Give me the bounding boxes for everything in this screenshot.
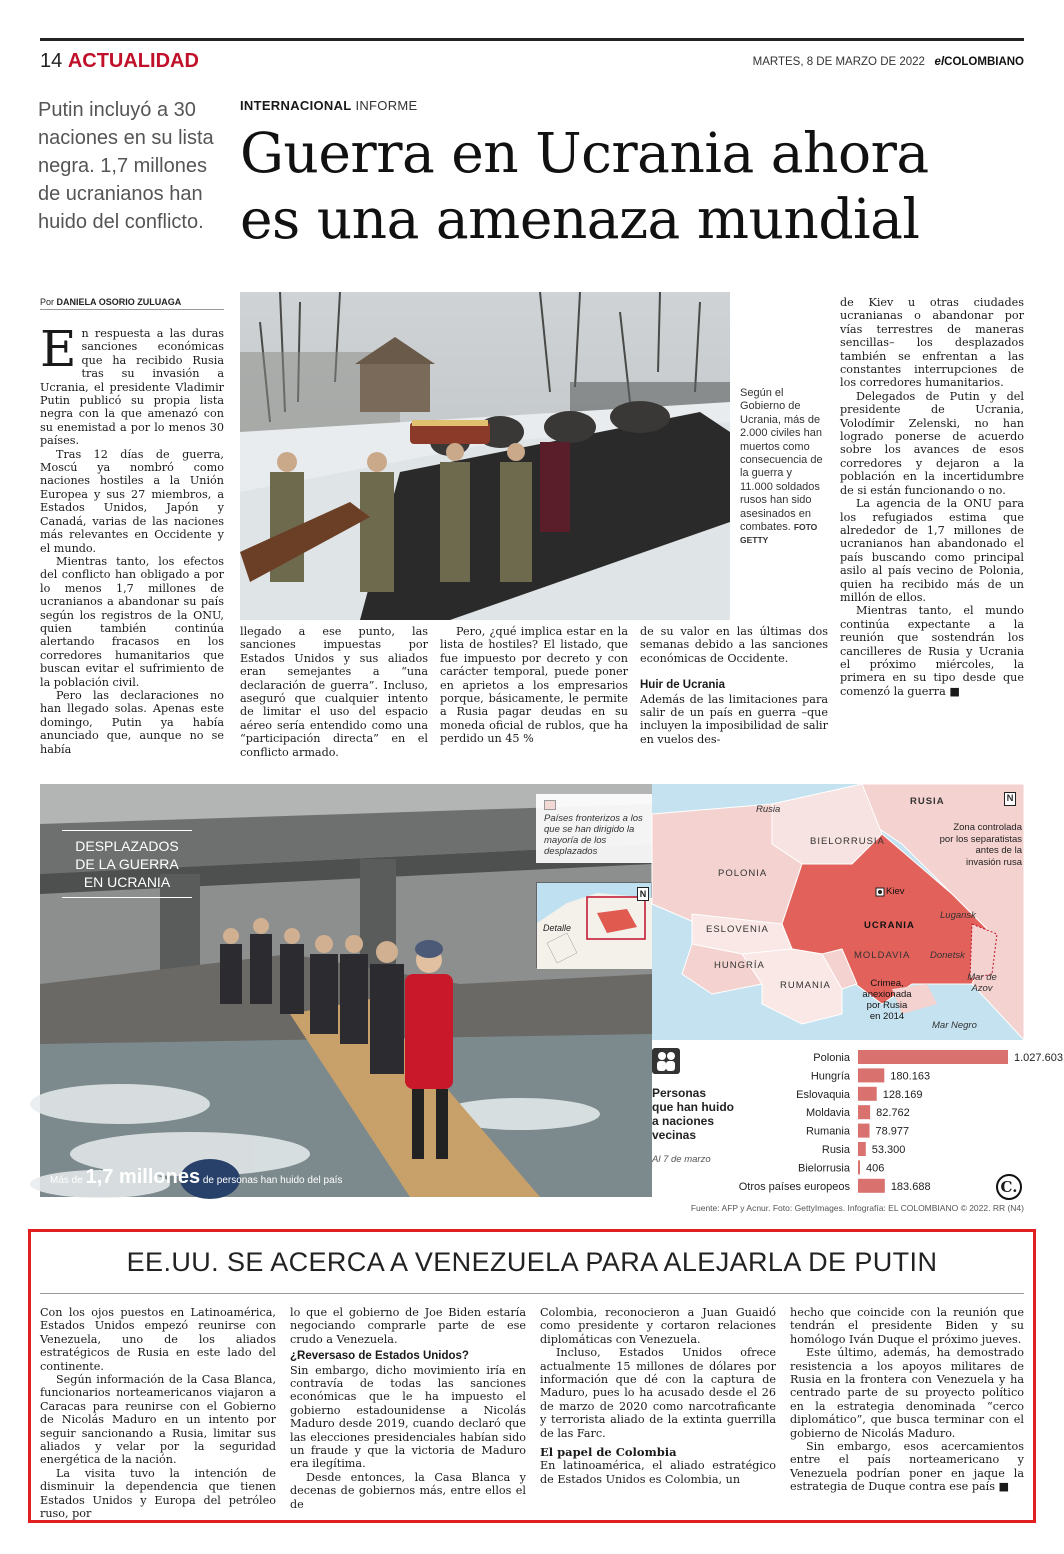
legend-swatch bbox=[544, 800, 556, 810]
bar bbox=[858, 1179, 885, 1193]
article-paragraph: Tras 12 días de guerra, Moscú ya nombró como naciones hostiles a la Unión Europea y sus 27 miembros, a Estados Unidos, Japón y Canadá, varias de las naciones más relevantes en Occidente y el mundo. bbox=[40, 447, 224, 555]
paragraph-text: Sin embargo, esos acercamientos entre el país norteamericano y Venezuela podrían poner en jaque la estrategia de Duque contra ese país bbox=[790, 1440, 1024, 1494]
article-paragraph bbox=[40, 320, 224, 448]
end-mark: ■ bbox=[998, 1480, 1010, 1494]
infographic-title-line: DE LA GUERRA bbox=[75, 856, 179, 872]
chart-heading-line: Personas bbox=[652, 1086, 707, 1100]
article-paragraph: La agencia de la ONU para los refugiados estima que alrededor de 1,7 millones de ucranianos han abandonado el país buscando como principal asilo al país vecino de Polonia, quien ha recibido más de un millón de ellos. bbox=[840, 497, 1024, 604]
legend-text: Países fronterizos a los que se han dirigido la mayoría de los desplazados bbox=[544, 813, 643, 857]
map-label-lugansk: Lugansk bbox=[940, 910, 976, 921]
bar-category-label: Hungría bbox=[810, 1070, 850, 1083]
paragraph-text: n respuesta a las duras sanciones económicas que ha recibido Rusia tras su invasión a Ucrania, el presidente Vladimir Putin publicó su propia lista negra con la que amenazó con su enemistad a por lo menos 30 países. bbox=[40, 327, 224, 448]
map-label-kiev: Kiev bbox=[886, 886, 905, 897]
caption-text: Según el Gobierno de Ucrania, más de 2.000 civiles han muertos como consecuencia de la guerra y 11.000 soldados rusos han sido asesinados en combates. bbox=[740, 387, 823, 534]
infographic-source: Fuente: AFP y Acnur. Foto: GettyImages. Infografía: EL COLOMBIANO © 2022. RR (N4) bbox=[690, 1203, 1024, 1213]
article-column-3 bbox=[440, 625, 628, 746]
bar-value-label: 180.163 bbox=[890, 1070, 931, 1083]
sidebar-paragraph: Este último, además, ha demostrado resistencia a los apoyos militares de Rusia en la frontera con Venezuela y ha centrado parte de su proyecto político en la estrategia denominada “cerco diplomático”, que busca terminar con el gobierno de Nicolás Maduro. bbox=[790, 1346, 1024, 1440]
section-name: ACTUALIDAD bbox=[67, 50, 199, 72]
headline-line-2: es una amenaza mundial bbox=[240, 187, 920, 251]
bar-category-label: Rumania bbox=[805, 1125, 850, 1138]
infographic-title-line: DESPLAZADOS bbox=[75, 838, 179, 854]
bar-category-label: Otros países europeos bbox=[738, 1180, 850, 1193]
crimea-label-line: Crimea, bbox=[870, 978, 904, 989]
sidebar-paragraph: Colombia, reconocieron a Juan Guaidó como presidente y cortaron relaciones diplomáticas con Venezuela. bbox=[540, 1306, 776, 1346]
byline-author: DANIELA OSORIO ZULUAGA bbox=[56, 297, 182, 307]
bar-category-label: Bielorrusia bbox=[798, 1162, 850, 1175]
bar-value-label: 82.762 bbox=[876, 1107, 910, 1120]
sidebar-paragraph: La visita tuvo la intención de disminuir la dependencia que tienen Estados Unidos y Europa del petróleo ruso, por bbox=[40, 1466, 276, 1521]
headline bbox=[240, 120, 1030, 252]
section-header bbox=[40, 48, 199, 74]
byline-prefix: Por bbox=[40, 297, 55, 307]
north-arrow-icon: N bbox=[637, 887, 649, 901]
tag-light: INFORME bbox=[355, 98, 418, 113]
infographic-title-line: EN UCRANIA bbox=[83, 874, 171, 890]
map-label-moldova: MOLDAVIA bbox=[854, 950, 911, 961]
sidebar-paragraph: Según información de la Casa Blanca, funcionarios norteamericanos viajaron a Caracas para reunirse con el Gobierno de Nicolás Maduro en un intento por seguir sancionando a Rusia, limitar sus aliados y velar por la seguridad energética de la nación. bbox=[40, 1373, 276, 1467]
article-paragraph: de Kiev u otras ciudades ucranianas o abandonar por vías terrestres de maneras sencillas– los desplazados también se enfrentan a las constantes interrupciones de los corredores humanitarios. bbox=[840, 296, 1024, 390]
bar bbox=[858, 1142, 866, 1156]
sidebar-paragraph: lo que el gobierno de Joe Biden estaría negociando comprarle parte de ese crudo a Venezuela. bbox=[290, 1306, 526, 1346]
sidebar-paragraph: Desde entonces, la Casa Blanca y decenas de gobiernos más, entre ellos el de bbox=[290, 1470, 526, 1511]
chart-heading-line: que han huido bbox=[652, 1100, 734, 1114]
article-paragraph: llegado a ese punto, las sanciones impuestas por Estados Unidos y sus aliados eran semejantes a “una declaración de guerra”. Incluso, aseguró que cualquier intento de limitar el uso del espacio aéreo sería entendido como una “participación directa” en el conflicto armado. bbox=[240, 625, 428, 759]
bar-value-label: 128.169 bbox=[882, 1088, 923, 1101]
article-paragraph bbox=[840, 604, 1024, 698]
issue-date: MARTES, 8 DE MARZO DE 2022 bbox=[752, 56, 925, 68]
crimea-label-line: por Rusia bbox=[866, 1000, 908, 1011]
page-number: 14 bbox=[40, 50, 63, 72]
chart-bars bbox=[652, 1040, 1063, 1200]
bar-category-label: Rusia bbox=[821, 1144, 850, 1156]
tag-bold: INTERNACIONAL bbox=[240, 98, 352, 113]
sidebar-subhead: ¿Reversaso de Estados Unidos? bbox=[290, 1350, 469, 1363]
bar-value-label: 406 bbox=[866, 1162, 885, 1175]
ukraine-region-map bbox=[652, 784, 1024, 1040]
bar-value-label: 183.688 bbox=[890, 1180, 931, 1193]
kicker-summary: Putin incluyó a 30 naciones en su lista negra. 1,7 millones de ucranianos han huido del conflicto. bbox=[38, 99, 214, 233]
sidebar-column-3 bbox=[540, 1306, 776, 1486]
photo-credit-label: FOTO bbox=[793, 522, 818, 533]
inset-detail-label: Detalle bbox=[543, 923, 572, 933]
photo-caption bbox=[740, 387, 824, 548]
article-paragraph: de su valor en las últimas dos semanas debido a las sanciones económicas de Occidente. bbox=[640, 625, 828, 665]
sidebar-column-1 bbox=[40, 1306, 276, 1521]
chart-heading-line: vecinas bbox=[652, 1128, 697, 1142]
bar bbox=[858, 1105, 870, 1119]
inset-map bbox=[536, 882, 652, 968]
photo-overlay-caption bbox=[50, 1166, 342, 1189]
separatist-label-line: Zona controlada bbox=[953, 822, 1022, 833]
map-label-hungary: HUNGRÍA bbox=[714, 960, 765, 971]
chart-heading-line: a naciones bbox=[652, 1114, 715, 1128]
separatist-label-line: antes de la bbox=[975, 845, 1022, 856]
photo-credit-source: GETTY bbox=[740, 535, 769, 546]
headline-line-1: Guerra en Ucrania ahora bbox=[240, 121, 929, 185]
sidebar-paragraph: hecho que coincide con la reunión que tendrán el presidente Biden y su homólogo Iván Duque el próximo jueves. bbox=[790, 1306, 1024, 1346]
separatist-label-line: invasión rusa bbox=[966, 856, 1022, 868]
bar bbox=[858, 1050, 1008, 1064]
top-rule bbox=[40, 38, 1024, 41]
bar bbox=[858, 1160, 860, 1174]
overlay-caption-big: 1,7 millones bbox=[85, 1166, 201, 1188]
map-label-slovakia: ESLOVENIA bbox=[706, 924, 769, 935]
paragraph-text: Mientras tanto, el mundo continúa expectante a la reunión que sostendrán los cancilleres de Rusia y Ucrania el próximo miércoles, la primera en su tipo desde que comenzó la guerra bbox=[840, 604, 1024, 698]
map-label-poland: POLONIA bbox=[718, 868, 768, 879]
map-label-belarus: BIELORRUSIA bbox=[810, 836, 885, 847]
map-label-russia: RUSIA bbox=[910, 796, 945, 807]
article-column-2 bbox=[240, 625, 428, 759]
byline-rule bbox=[40, 309, 224, 310]
subhead: Huir de Ucrania bbox=[640, 679, 725, 692]
bar bbox=[858, 1068, 884, 1082]
funeral-procession-photo bbox=[240, 292, 730, 620]
crimea-label-line: en 2014 bbox=[869, 1011, 905, 1022]
bar-category-label: Eslovaquia bbox=[796, 1088, 850, 1101]
byline bbox=[40, 297, 181, 307]
bar-category-label: Moldavia bbox=[805, 1107, 850, 1120]
article-column-1 bbox=[40, 320, 224, 756]
bar bbox=[858, 1087, 877, 1101]
bar-value-label: 78.977 bbox=[875, 1125, 910, 1138]
map-labels bbox=[652, 784, 1024, 1040]
map-label-separatist bbox=[918, 822, 1022, 868]
article-paragraph: Pero las declaraciones no han llegado solas. Apenas este domingo, Putin ya había anunciado que, aunque no se había bbox=[40, 688, 224, 756]
map-legend bbox=[536, 794, 652, 863]
refugees-bridge-photo bbox=[40, 784, 652, 1197]
sidebar-paragraph: Sin embargo, dicho movimiento iría en contravía de todas las sanciones económicas que le ha impuesto el gobierno estadounidense a Nicolás Maduro desde 2019, cuando declaró que las elecciones presidenciales habían sido un fraude y que la victoria de Maduro era ilegítima. bbox=[290, 1363, 526, 1471]
article-column-5 bbox=[840, 296, 1024, 698]
map-label-azov: Mar de Azov bbox=[967, 972, 997, 994]
article-paragraph: Además de las limitaciones para salir de un país en guerra –que incluyen la imposibilidad de salir en vuelos des- bbox=[640, 692, 828, 746]
map-label-ukraine: UCRANIA bbox=[864, 920, 915, 931]
bar-category-label: Polonia bbox=[813, 1052, 850, 1064]
paper-name-prefix: el bbox=[934, 56, 945, 68]
infographic-title bbox=[62, 830, 192, 898]
sidebar-paragraph bbox=[790, 1440, 1024, 1494]
sidebar-paragraph: Incluso, Estados Unidos ofrece actualmente 15 millones de dólares por información que dé con la captura de Maduro, pues lo ha acusado desde el 26 de marzo de 2020 como narcotraficante y terrorista aliado de la extinta guerrilla de las Farc. bbox=[540, 1346, 776, 1440]
map-label-romania: RUMANIA bbox=[780, 980, 831, 991]
map-label-donetsk: Donetsk bbox=[930, 950, 965, 961]
drop-cap: E bbox=[40, 320, 77, 378]
sidebar-subhead: El papel de Colombia bbox=[540, 1445, 677, 1460]
crimea-label-line: anexionada bbox=[862, 989, 912, 1000]
article-paragraph: Delegados de Putin y del presidente de Ucrania, Volodímir Zelenski, no han logrado ponerse de acuerdo sobre los avances de esos corredores y dejaron a la población en la incertidumbre de si están funcionando o no. bbox=[840, 389, 1024, 497]
chart-date: Al 7 de marzo bbox=[652, 1154, 711, 1165]
overlay-caption-post: de personas han huido del país bbox=[202, 1175, 343, 1186]
sidebar-paragraph: En latinoamérica, el aliado estratégico de Estados Unidos es Colombia, un bbox=[540, 1459, 776, 1486]
article-tag bbox=[240, 98, 417, 113]
dateline bbox=[640, 56, 1024, 68]
map-label-russia-small: Rusia bbox=[756, 804, 781, 815]
overlay-caption-pre: Más de bbox=[50, 1175, 83, 1186]
article-paragraph: Pero, ¿qué implica estar en la lista de hostiles? El listado, que fue impuesto por decreto y con carácter temporal, puede poner en aprietos a los empresarios porque, básicamente, le permite a Rusia pagar deudas en su moneda oficial de rublos, que ha perdido un 45 % bbox=[440, 625, 628, 746]
sidebar-column-4 bbox=[790, 1306, 1024, 1494]
map-label-crimea bbox=[852, 978, 922, 1022]
sidebar-paragraph: Con los ojos puestos en Latinoamérica, Estados Unidos empezó reunirse con Venezuela, uno de los aliados estratégicos de Rusia en este lado del continente. bbox=[40, 1306, 276, 1373]
sidebar-rule bbox=[40, 1293, 1024, 1294]
bar-value-label: 1.027.603 bbox=[1014, 1052, 1063, 1064]
article-column-4 bbox=[640, 625, 828, 746]
bar-value-label: 53.300 bbox=[871, 1144, 906, 1156]
sidebar-title: EE.UU. SE ACERCA A VENEZUELA PARA ALEJARLA DE PUTIN bbox=[126, 1247, 938, 1277]
newspaper-logo: C. bbox=[996, 1174, 1022, 1200]
north-arrow-icon: N bbox=[1004, 792, 1016, 806]
sidebar-column-2 bbox=[290, 1306, 526, 1511]
map-label-black-sea: Mar Negro bbox=[932, 1020, 977, 1031]
paper-name: COLOMBIANO bbox=[944, 56, 1024, 68]
article-paragraph: Mientras tanto, los efectos del conflicto han obligado a por lo menos 1,7 millones de ucranianos a abandonar su país según los registros de la ONU, quien también continúa alertando fracasos en los corredores humanitarios que buscan evitar el sufrimiento de la población civil. bbox=[40, 554, 224, 689]
separatist-label-line: por los separatistas bbox=[939, 833, 1022, 845]
bar bbox=[858, 1124, 870, 1138]
refugees-bar-chart bbox=[652, 1040, 1063, 1200]
end-mark: ■ bbox=[949, 684, 960, 698]
photo-illustration bbox=[240, 292, 730, 620]
